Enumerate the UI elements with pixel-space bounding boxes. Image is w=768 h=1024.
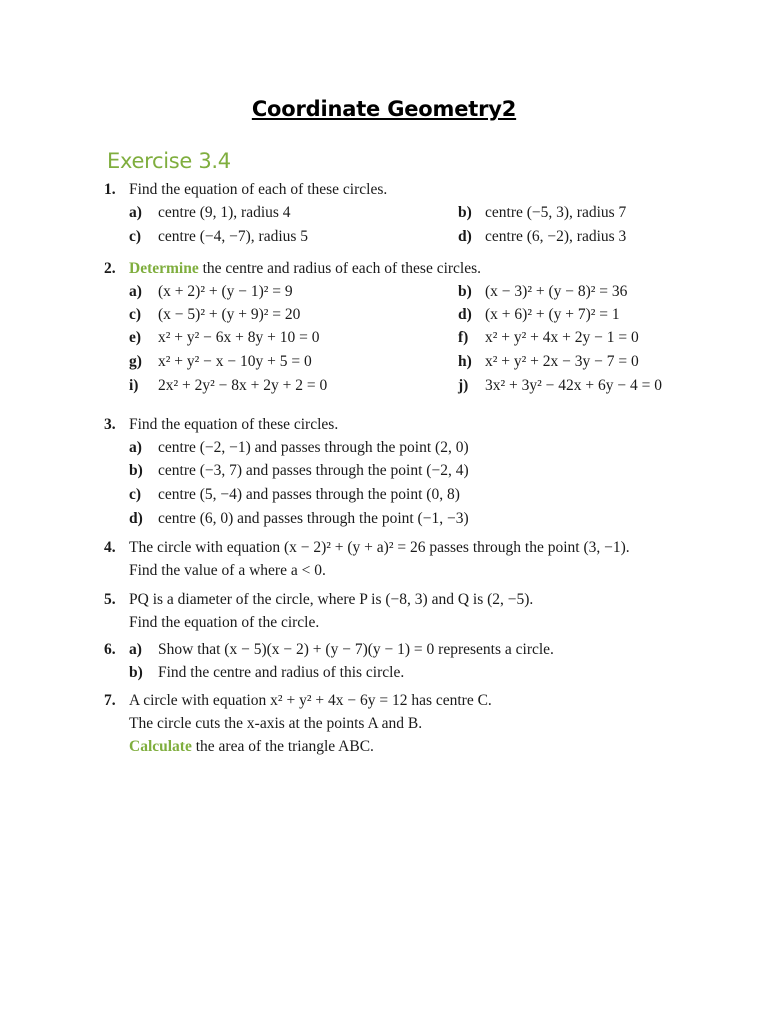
question-text: The circle cuts the x-axis at the points A and B. xyxy=(129,715,423,732)
part-text: (x + 6)² + (y + 7)² = 1 xyxy=(485,306,620,323)
part-label: h) xyxy=(458,353,472,370)
part-label: c) xyxy=(129,486,142,503)
document-title: Coordinate Geometry2 xyxy=(251,97,517,121)
command-word: Determine xyxy=(129,260,199,277)
part-label: b) xyxy=(129,664,143,681)
question-text: Find the equation of each of these circles. xyxy=(129,181,388,198)
part-text: centre (6, 0) and passes through the point (−1, −3) xyxy=(158,510,469,527)
part-text: centre (−4, −7), radius 5 xyxy=(158,228,309,245)
question-number: 6. xyxy=(104,641,116,658)
part-text: centre (6, −2), radius 3 xyxy=(485,228,627,245)
exercise-heading: Exercise 3.4 xyxy=(107,149,231,173)
command-word: Calculate xyxy=(129,738,192,755)
part-label: c) xyxy=(129,306,142,323)
question-number: 7. xyxy=(104,692,116,709)
question-text-rest: the centre and radius of each of these circles. xyxy=(198,260,482,277)
part-text: x² + y² + 2x − 3y − 7 = 0 xyxy=(485,353,639,370)
question-text-rest: the area of the triangle ABC. xyxy=(191,738,374,755)
part-text: (x − 3)² + (y − 8)² = 36 xyxy=(485,283,628,300)
part-label: a) xyxy=(129,283,142,300)
question-number: 1. xyxy=(104,181,116,198)
part-text: x² + y² − x − 10y + 5 = 0 xyxy=(158,353,312,370)
part-label: b) xyxy=(129,462,143,479)
part-text: (x − 5)² + (y + 9)² = 20 xyxy=(158,306,301,323)
part-label: d) xyxy=(458,306,472,323)
question-number: 2. xyxy=(104,260,116,277)
question-text: A circle with equation x² + y² + 4x − 6y = 12 has centre C. xyxy=(129,692,492,709)
part-text: 2x² + 2y² − 8x + 2y + 2 = 0 xyxy=(158,377,328,394)
part-label: f) xyxy=(458,329,469,346)
question-number: 5. xyxy=(104,591,116,608)
part-label: e) xyxy=(129,329,142,346)
part-label: d) xyxy=(458,228,472,245)
part-text: Find the centre and radius of this circle. xyxy=(158,664,405,681)
part-label: b) xyxy=(458,204,472,221)
part-label: j) xyxy=(458,377,469,394)
part-label: b) xyxy=(458,283,472,300)
question-text: The circle with equation (x − 2)² + (y + a)² = 26 passes through the point (3, −1). xyxy=(129,539,630,556)
question-number: 4. xyxy=(104,539,116,556)
question-text: PQ is a diameter of the circle, where P is (−8, 3) and Q is (2, −5). xyxy=(129,591,534,608)
question-text: Find the value of a where a < 0. xyxy=(129,562,326,579)
part-label: g) xyxy=(129,353,142,370)
part-label: c) xyxy=(129,228,142,245)
question-number: 3. xyxy=(104,416,116,433)
part-label: i) xyxy=(129,377,139,394)
part-label: a) xyxy=(129,204,142,221)
part-text: centre (5, −4) and passes through the point (0, 8) xyxy=(158,486,460,503)
part-text: centre (−3, 7) and passes through the point (−2, 4) xyxy=(158,462,469,479)
part-label: a) xyxy=(129,641,142,658)
part-text: (x + 2)² + (y − 1)² = 9 xyxy=(158,283,293,300)
question-text: Find the equation of the circle. xyxy=(129,614,320,631)
part-text: x² + y² − 6x + 8y + 10 = 0 xyxy=(158,329,320,346)
part-text: centre (9, 1), radius 4 xyxy=(158,204,291,221)
part-text: x² + y² + 4x + 2y − 1 = 0 xyxy=(485,329,639,346)
question-text xyxy=(129,259,481,279)
part-text: centre (−5, 3), radius 7 xyxy=(485,204,627,221)
part-text: 3x² + 3y² − 42x + 6y − 4 = 0 xyxy=(485,377,663,394)
question-text xyxy=(129,737,374,757)
part-label: a) xyxy=(129,439,142,456)
part-text: Show that (x − 5)(x − 2) + (y − 7)(y − 1) = 0 represents a circle. xyxy=(158,641,554,658)
part-label: d) xyxy=(129,510,143,527)
part-text: centre (−2, −1) and passes through the point (2, 0) xyxy=(158,439,469,456)
question-text: Find the equation of these circles. xyxy=(129,416,339,433)
